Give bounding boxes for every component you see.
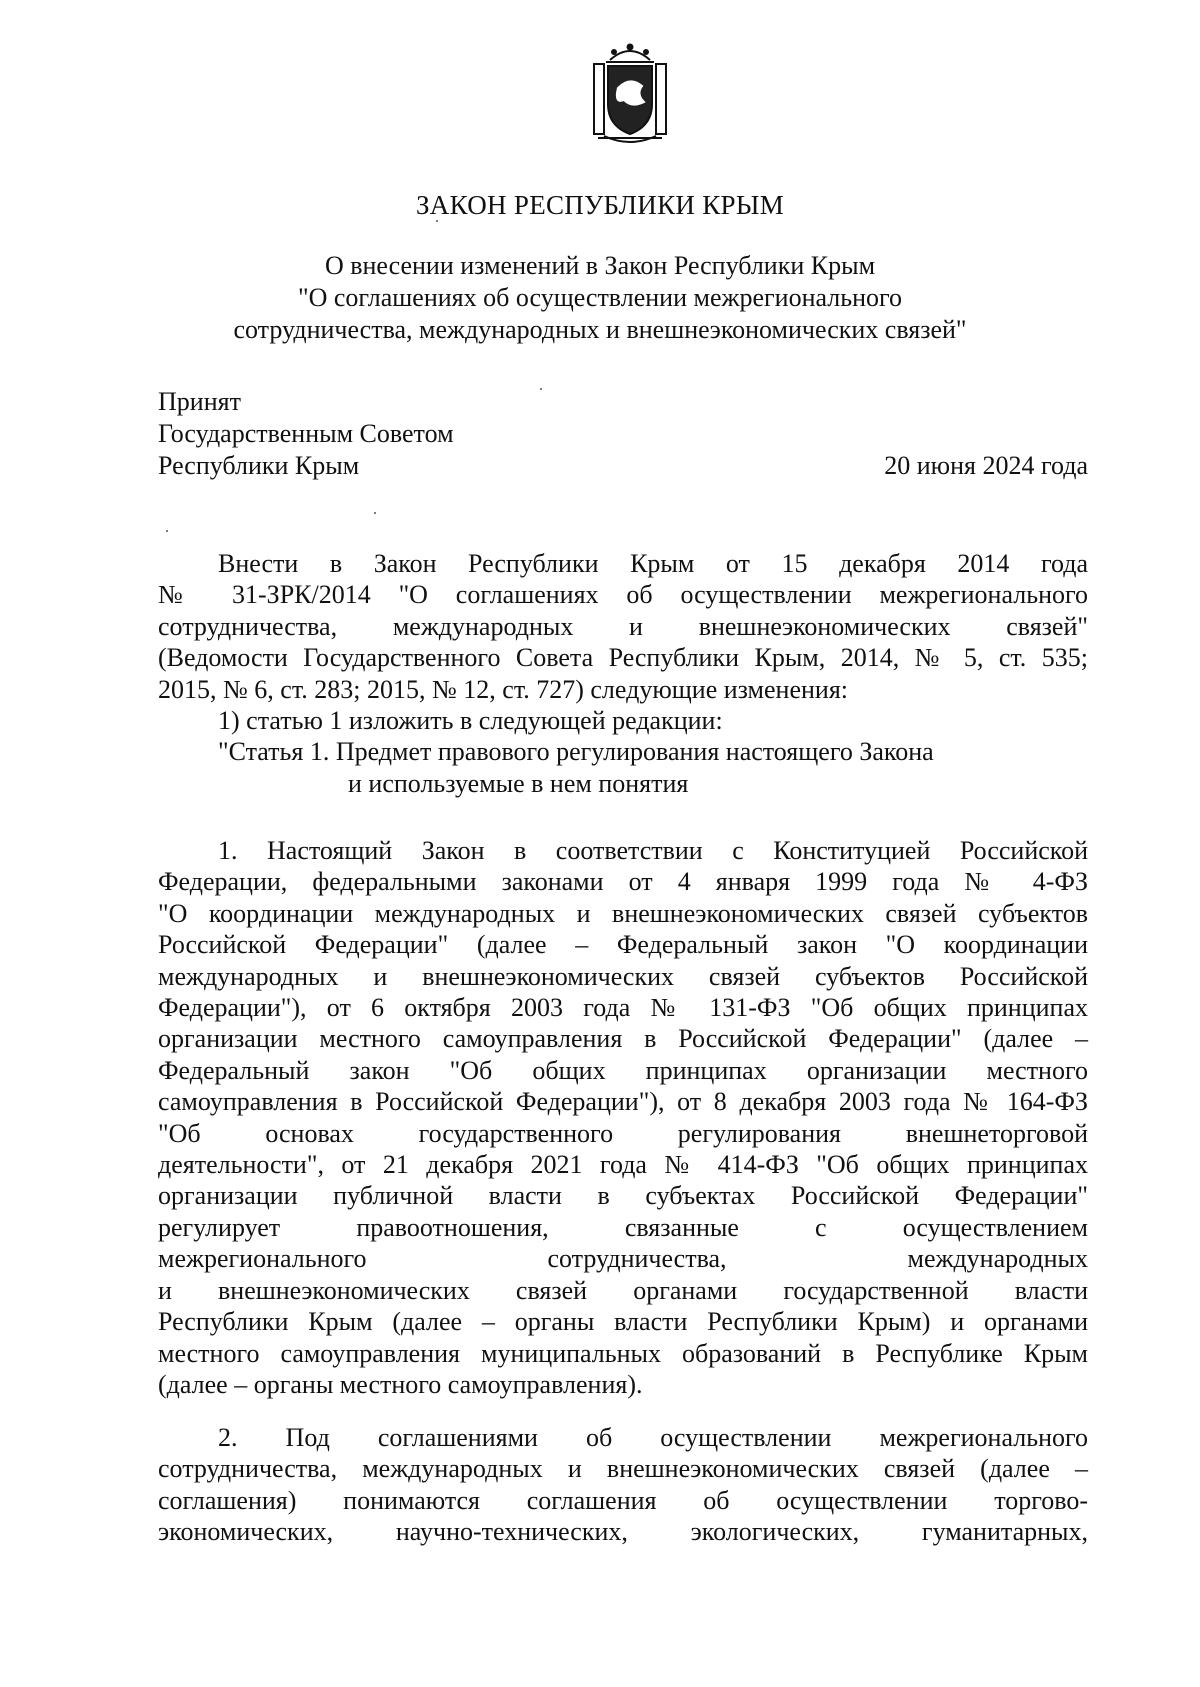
text-line: № 31-ЗРК/2014 "О соглашениях об осуществлении межрегионального — [158, 580, 1088, 610]
text-line: сотрудничества, международных и внешнеэкономических связей (далее – — [158, 1454, 1088, 1484]
amendment-intro — [158, 548, 1088, 799]
subtitle-line: сотрудничества, международных и внешнеэкономических связей" — [233, 315, 967, 344]
text-line: международных и внешнеэкономических связей субъектов Российской — [158, 961, 1088, 991]
text-line: и внешнеэкономических связей органами государственной власти — [158, 1275, 1088, 1305]
text-line: местного самоуправления муниципальных образований в Республике Крым — [158, 1338, 1088, 1368]
text-line: 1. Настоящий Закон в соответствии с Конституцией Российской — [218, 836, 1088, 865]
text-line: Российской Федерации" (далее – Федеральный закон "О координации — [158, 930, 1088, 960]
text-line: Внести в Закон Республики Крым от 15 декабря 2014 года — [218, 549, 1088, 578]
article-paragraph-1 — [158, 835, 1088, 1400]
article-heading: "Статья 1. Предмет правового регулирования настоящего Закона — [218, 737, 934, 767]
text-line: Федеральный закон "Об общих принципах организации местного — [158, 1055, 1088, 1085]
text-line: Республики Крым (далее – органы власти Республики Крым) и органами — [158, 1307, 1088, 1337]
article-paragraph-2 — [158, 1422, 1088, 1548]
text-line: Федерации, федеральными законами от 4 января 1999 года № 4-ФЗ — [158, 867, 1088, 897]
text-line: организации публичной власти в субъектах Российской Федерации" — [158, 1181, 1088, 1211]
text-line: 1) статью 1 изложить в следующей редакции: — [218, 706, 723, 736]
text-line: "О координации международных и внешнеэкономических связей субъектов — [158, 898, 1088, 928]
text-line: 2. Под соглашениями об осуществлении межрегионального — [218, 1423, 1088, 1452]
law-subtitle — [0, 250, 1200, 346]
subtitle-line: "О соглашениях об осуществлении межрегионального — [297, 283, 903, 312]
text-line: самоуправления в Российской Федерации"), от 8 декабря 2003 года № 164-ФЗ — [158, 1087, 1088, 1117]
text-line: межрегионального сотрудничества, международных — [158, 1244, 1088, 1274]
article-heading: и используемые в нем понятия — [348, 768, 689, 798]
scan-speck — [540, 388, 542, 390]
text-line: "Об основах государственного регулирования внешнеторговой — [158, 1118, 1088, 1148]
text-line: 2015, № 6, ст. 283; 2015, № 12, ст. 727) следующие изменения: — [158, 674, 849, 704]
text-line: (далее – органы местного самоуправления). — [158, 1369, 643, 1399]
adopted-by — [158, 386, 454, 482]
adopted-line: Государственным Советом — [158, 419, 454, 448]
text-line: сотрудничества, международных и внешнеэкономических связей" — [158, 611, 1088, 641]
text-line: (Ведомости Государственного Совета Республики Крым, 2014, № 5, ст. 535; — [158, 643, 1088, 673]
text-line: соглашения) понимаются соглашения об осуществлении торгово- — [158, 1485, 1088, 1515]
text-line: экономических, научно-технических, экологических, гуманитарных, — [158, 1517, 1088, 1547]
adopted-line: Принят — [158, 387, 241, 416]
subtitle-line: О внесении изменений в Закон Республики Крым — [324, 251, 876, 280]
adoption-date: 20 июня 2024 года — [884, 451, 1088, 480]
text-line: деятельности", от 21 декабря 2021 года № 414-ФЗ "Об общих принципах — [158, 1150, 1088, 1180]
law-title: ЗАКОН РЕСПУБЛИКИ КРЫМ — [415, 190, 785, 220]
scan-speck — [166, 530, 168, 532]
scan-speck — [374, 512, 376, 514]
scan-speck — [436, 220, 438, 222]
text-line: Федерации"), от 6 октября 2003 года № 131-ФЗ "Об общих принципах — [158, 993, 1088, 1023]
crimea-coat-of-arms-icon — [584, 38, 676, 150]
text-line: регулирует правоотношения, связанные с осуществлением — [158, 1212, 1088, 1242]
text-line: организации местного самоуправления в Российской Федерации" (далее – — [158, 1024, 1088, 1054]
adopted-line: Республики Крым — [158, 451, 360, 480]
